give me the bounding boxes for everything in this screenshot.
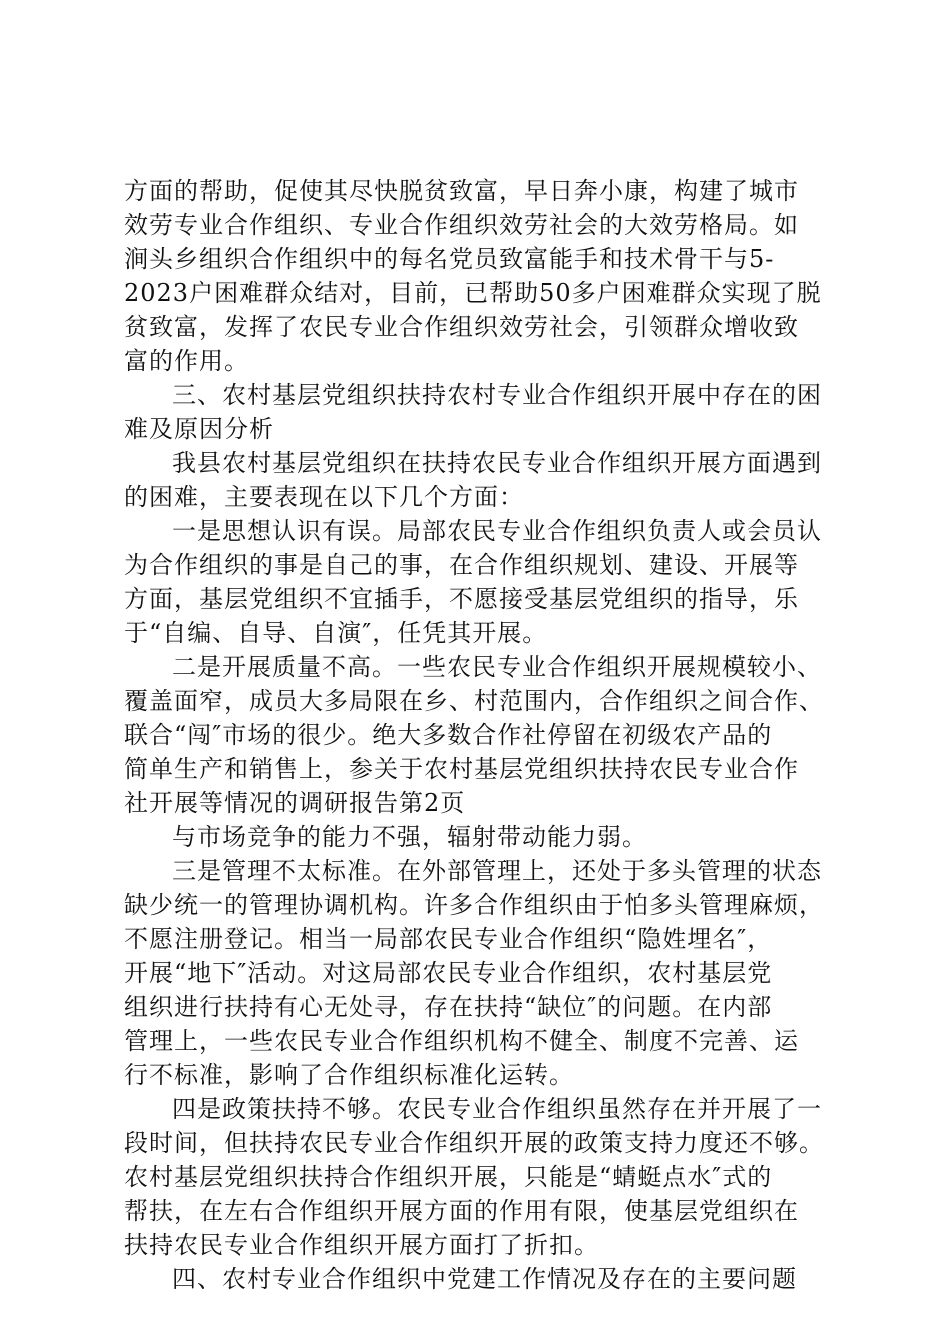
text-line: 不愿注册登记。相当一局部农民专业合作组织“隐姓埋名″， — [124, 925, 773, 953]
text-line: 简单生产和销售上，参关于农村基层党组织扶持农民专业合作 — [124, 755, 799, 783]
text-line: 开展“地下″活动。对这局部农民专业合作组织，农村基层党 — [124, 959, 773, 987]
text-line: 方面的帮助，促使其尽快脱贫致富，早日奔小康，构建了城市 — [124, 177, 799, 205]
text-line: 涧头乡组织合作组织中的每名党员致富能手和技术骨干与5- — [124, 245, 775, 273]
text-line: 的困难，主要表现在以下几个方面： — [124, 483, 524, 511]
text-line: 三是管理不太标准。在外部管理上，还处于多头管理的状态 — [172, 857, 822, 885]
text-line: 贫致富，发挥了农民专业合作组织效劳社会，引领群众增收致 — [124, 313, 799, 341]
text-line: 为合作组织的事是自己的事，在合作组织规划、建设、开展等 — [124, 551, 799, 579]
text-line: 一是思想认识有误。局部农民专业合作组织负责人或会员认 — [172, 517, 822, 545]
text-line: 富的作用。 — [124, 347, 249, 375]
text-line: 与市场竞争的能力不强，辐射带动能力弱。 — [172, 823, 647, 851]
text-line: 缺少统一的管理协调机构。许多合作组织由于怕多头管理麻烦， — [124, 891, 824, 919]
text-line: 2023户困难群众结对，目前，已帮助50多户困难群众实现了脱 — [124, 279, 822, 307]
text-line: 联合“闯″市场的很少。绝大多数合作社停留在初级农产品的 — [124, 721, 773, 749]
text-line: 农村基层党组织扶持合作组织开展，只能是“蜻蜓点水″式的 — [124, 1163, 773, 1191]
text-line: 覆盖面窄，成员大多局限在乡、村范围内，合作组织之间合作、 — [124, 687, 824, 715]
text-line: 扶持农民专业合作组织开展方面打了折扣。 — [124, 1231, 599, 1259]
text-line: 社开展等情况的调研报告第2页 — [124, 789, 466, 817]
text-line: 组织进行扶持有心无处寻，存在扶持“缺位″的问题。在内部 — [124, 993, 773, 1021]
text-line: 二是开展质量不高。一些农民专业合作组织开展规模较小、 — [172, 653, 822, 681]
section-heading: 三、农村基层党组织扶持农村专业合作组织开展中存在的困 — [172, 381, 822, 409]
text-line: 我县农村基层党组织在扶持农民专业合作组织开展方面遇到 — [172, 449, 822, 477]
text-line: 方面，基层党组织不宜插手，不愿接受基层党组织的指导，乐 — [124, 585, 799, 613]
text-line: 段时间，但扶持农民专业合作组织开展的政策支持力度还不够。 — [124, 1129, 824, 1157]
text-line: 帮扶，在左右合作组织开展方面的作用有限，使基层党组织在 — [124, 1197, 799, 1225]
text-line: 效劳专业合作组织、专业合作组织效劳社会的大效劳格局。如 — [124, 211, 799, 239]
section-heading: 四、农村专业合作组织中党建工作情况及存在的主要问题 — [172, 1265, 797, 1293]
section-heading-continued: 难及原因分析 — [124, 415, 274, 443]
text-line: 管理上，一些农民专业合作组织机构不健全、制度不完善、运 — [124, 1027, 799, 1055]
text-line: 四是政策扶持不够。农民专业合作组织虽然存在并开展了一 — [172, 1095, 822, 1123]
text-line: 于“自编、自导、自演″，任凭其开展。 — [124, 619, 548, 647]
text-line: 行不标准，影响了合作组织标准化运转。 — [124, 1061, 574, 1089]
